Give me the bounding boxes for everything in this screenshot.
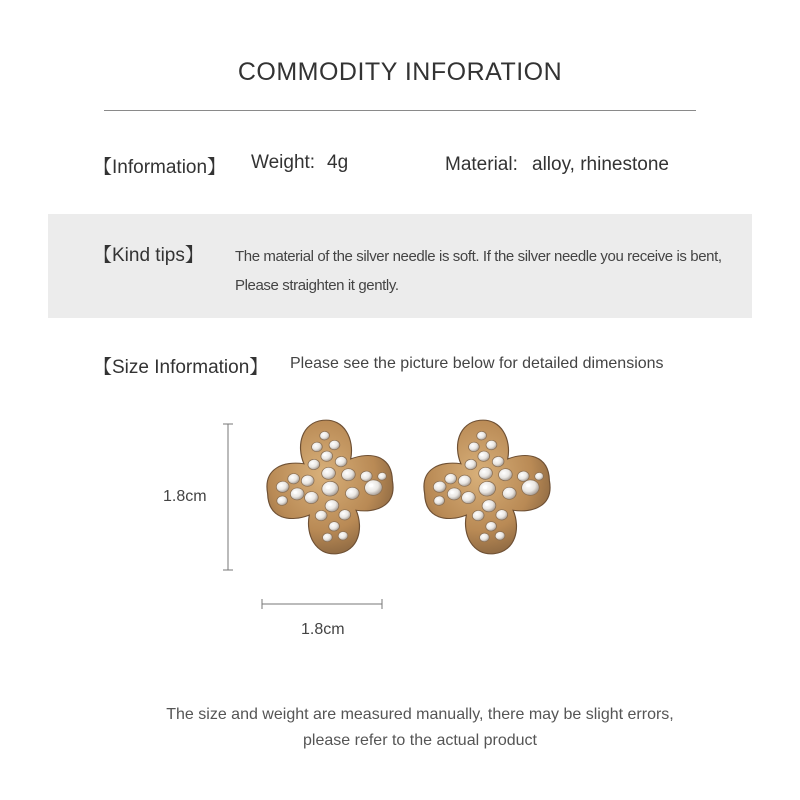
kind-tips-line-1: The material of the silver needle is soft. If the silver needle you receive is bent, (235, 248, 722, 265)
footer-disclaimer (0, 702, 800, 754)
information-label: 【Information】 (93, 157, 227, 178)
material-value: alloy, rhinestone (532, 154, 669, 175)
earring-right (417, 414, 556, 561)
kind-tips-label: 【Kind tips】 (93, 245, 204, 266)
height-dimension-label: 1.8cm (163, 488, 207, 505)
material-label: Material: (445, 154, 518, 175)
weight-label: Weight: (251, 152, 316, 173)
earring-left (260, 414, 399, 561)
size-information-note: Please see the picture below for detailed dimensions (290, 355, 664, 372)
footer-line-1: The size and weight are measured manually, there may be slight errors, (166, 706, 674, 723)
kind-tips-line-2: Please straighten it gently. (235, 277, 399, 294)
footer-line-2: please refer to the actual product (303, 732, 537, 749)
size-information-label: 【Size Information】 (93, 357, 269, 378)
width-dimension-label: 1.8cm (301, 621, 345, 638)
weight-value: 4g (327, 152, 349, 173)
page-title: COMMODITY INFORATION (237, 58, 563, 86)
